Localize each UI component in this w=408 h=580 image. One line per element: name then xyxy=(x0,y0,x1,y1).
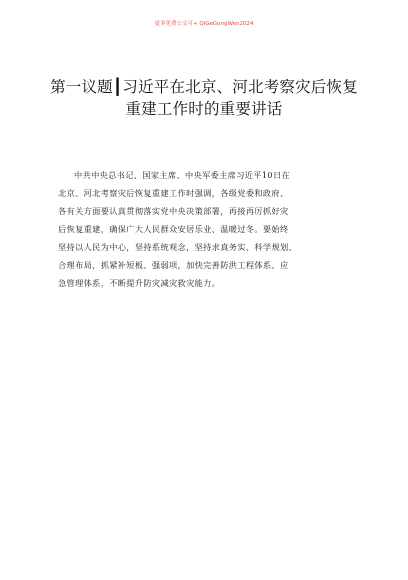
body-line: 后恢复重建，确保广大人民群众安居乐业、温暖过冬。要始终 xyxy=(58,224,289,234)
title-line: 重建工作时的重要讲话 xyxy=(125,100,283,118)
document-title xyxy=(40,76,368,120)
body-line: 急管理体系，不断提升防灾减灾救灾能力。 xyxy=(58,278,221,288)
body-line: 各有关方面要认真贯彻落实党中央决策部署，再接再厉抓好灾 xyxy=(58,206,289,216)
document-body xyxy=(58,166,354,292)
body-line: 合理布局，抓紧补短板、强弱项，加快完善防洪工程体系、应 xyxy=(58,260,289,270)
body-line: 中共中央总书记、国家主席、中央军委主席习近平10日在 xyxy=(74,170,291,180)
title-line: 第一议题┃习近平在北京、河北考察灾后恢复 xyxy=(50,78,358,96)
header-note: 更多免费公文可+ QiGeGongWen2024 xyxy=(154,21,254,27)
body-line: 坚持以人民为中心，坚持系统观念，坚持求真务实、科学规划、 xyxy=(58,242,298,252)
body-line: 北京、河北考察灾后恢复重建工作时强调，各级党委和政府、 xyxy=(58,188,289,198)
